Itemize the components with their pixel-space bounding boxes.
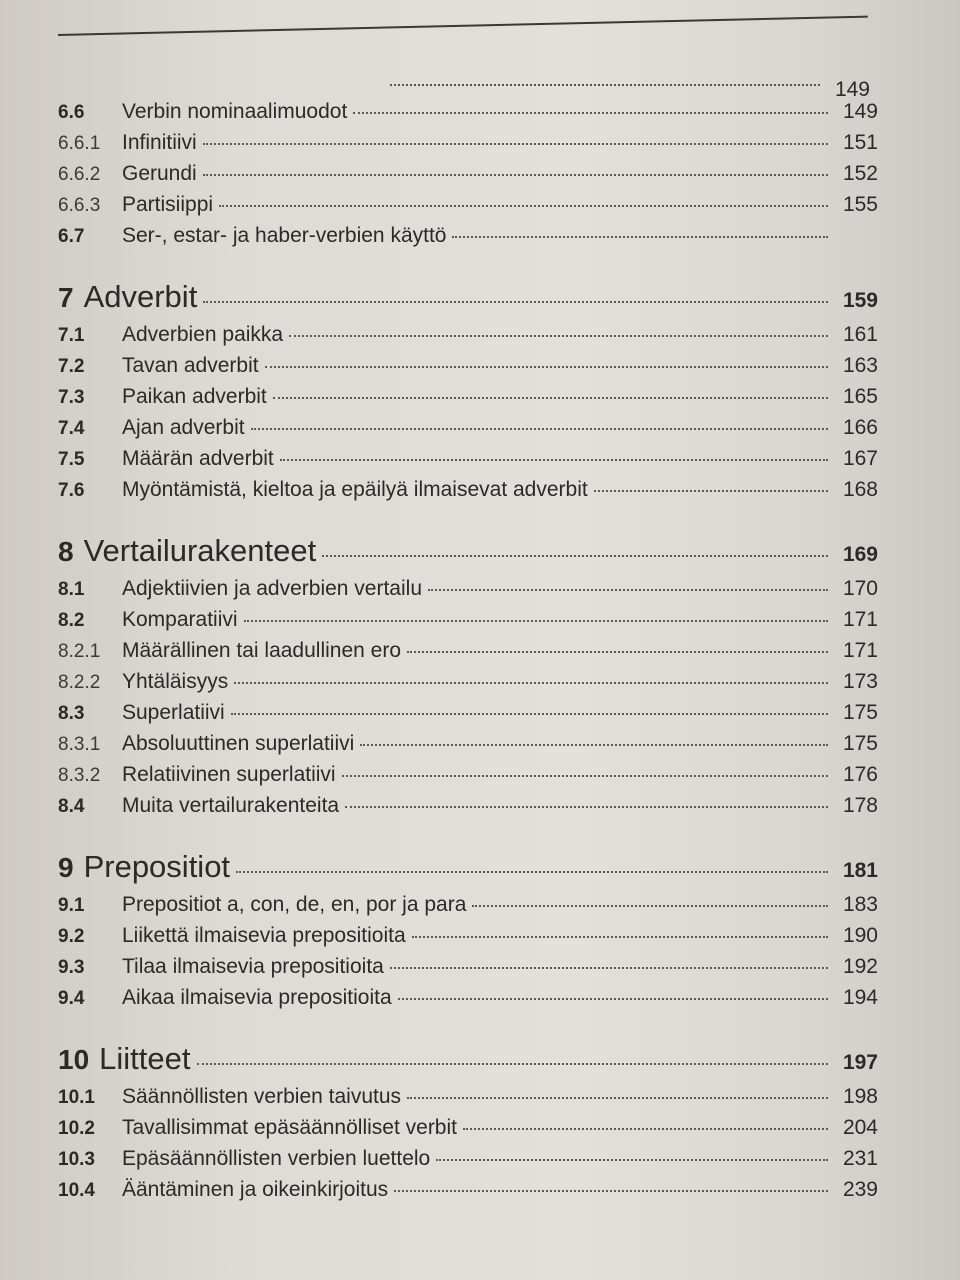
entry-number: 7.3 (58, 387, 85, 408)
entry-title: Yhtäläisyys (122, 670, 229, 693)
chapter-page: 181 (842, 859, 878, 882)
toc-entry (58, 955, 878, 986)
entry-number: 10.2 (58, 1118, 95, 1139)
toc-entry (58, 385, 878, 416)
leader-dots (398, 998, 828, 1000)
entry-number: 8.3 (58, 703, 85, 724)
toc-entry (58, 1116, 878, 1147)
entry-page: 178 (842, 794, 878, 817)
toc-entry (58, 608, 878, 639)
entry-title: Tavallisimmat epäsäännölliset verbit (122, 1116, 457, 1139)
entry-title: Absoluuttinen superlatiivi (122, 732, 355, 755)
toc-entry (58, 131, 878, 162)
entry-page: 149 (842, 100, 878, 123)
entry-number: 6.6.3 (58, 195, 101, 216)
entry-title: Paikan adverbit (122, 385, 267, 408)
leader-dots (289, 335, 828, 337)
entry-page: 167 (842, 447, 878, 470)
toc-entry (58, 100, 878, 131)
entry-page: 152 (842, 162, 878, 185)
header-rule (58, 16, 868, 36)
entry-number: 8.1 (58, 579, 85, 600)
leader-dots (390, 967, 828, 969)
chapter-number: 7 (58, 282, 74, 313)
entry-page: 161 (842, 323, 878, 346)
entry-number: 9.3 (58, 957, 85, 978)
table-of-contents (58, 100, 878, 1209)
entry-number: 8.2.1 (58, 641, 101, 662)
leader-dots (342, 775, 828, 777)
entry-page: 155 (842, 193, 878, 216)
entry-page: 166 (842, 416, 878, 439)
entry-title: Komparatiivi (122, 608, 238, 631)
leader-dots (394, 1190, 828, 1192)
entry-title: Ajan adverbit (122, 416, 245, 439)
leader-dots (203, 301, 828, 303)
leader-dots (353, 112, 828, 114)
toc-entry (58, 1178, 878, 1209)
entry-number: 8.2.2 (58, 672, 101, 693)
entry-page: 239 (842, 1178, 878, 1201)
chapter-number: 10 (58, 1044, 90, 1075)
leader-dots (244, 620, 828, 622)
leader-dots (265, 366, 828, 368)
entry-page: 168 (842, 478, 878, 501)
entry-title: Epäsäännöllisten verbien luettelo (122, 1147, 431, 1170)
toc-entry (58, 924, 878, 955)
leader-dots (428, 589, 828, 591)
entry-number: 6.6.2 (58, 164, 101, 185)
entry-number: 8.4 (58, 796, 85, 817)
entry-page: 175 (842, 701, 878, 724)
entry-page: 183 (842, 893, 878, 916)
leader-dots (452, 236, 828, 238)
orphan-page-number: 149 (834, 78, 870, 101)
entry-number: 7.4 (58, 418, 85, 439)
toc-entry (58, 478, 878, 509)
entry-number: 9.2 (58, 926, 85, 947)
toc-entry (58, 639, 878, 670)
leader-dots (594, 490, 828, 492)
leader-dots (236, 871, 828, 873)
toc-entry (58, 732, 878, 763)
leader-dots (407, 651, 828, 653)
leader-dots (407, 1097, 828, 1099)
entry-page: 171 (842, 639, 878, 662)
toc-entry (58, 224, 878, 255)
chapter-number: 8 (58, 536, 74, 567)
chapter-title: Prepositiot (83, 849, 231, 884)
entry-title: Liikettä ilmaisevia prepositioita (122, 924, 406, 947)
entry-page: 173 (842, 670, 878, 693)
entry-number: 10.3 (58, 1149, 95, 1170)
entry-title: Määrän adverbit (122, 447, 274, 470)
entry-title: Relatiivinen superlatiivi (122, 763, 336, 786)
entry-page: 198 (842, 1085, 878, 1108)
chapter-title: Vertailurakenteet (83, 533, 317, 568)
leader-dots (390, 84, 820, 86)
entry-number: 7.2 (58, 356, 85, 377)
entry-number: 6.7 (58, 226, 85, 247)
entry-page: 204 (842, 1116, 878, 1139)
entry-title: Muita vertailurakenteita (122, 794, 340, 817)
leader-dots (322, 555, 828, 557)
toc-entry (58, 794, 878, 825)
leader-dots (197, 1063, 829, 1065)
entry-number: 9.4 (58, 988, 85, 1009)
leader-dots (273, 397, 828, 399)
entry-page: 171 (842, 608, 878, 631)
entry-page: 165 (842, 385, 878, 408)
leader-dots (345, 806, 828, 808)
entry-title: Säännöllisten verbien taivutus (122, 1085, 402, 1108)
entry-page: 194 (842, 986, 878, 1009)
entry-title: Superlatiivi (122, 701, 225, 724)
entry-title: Aikaa ilmaisevia prepositioita (122, 986, 392, 1009)
toc-entry (58, 354, 878, 385)
entry-title: Adjektiivien ja adverbien vertailu (122, 577, 422, 600)
toc-entry (58, 893, 878, 924)
entry-number: 6.6.1 (58, 133, 101, 154)
entry-page: 176 (842, 763, 878, 786)
toc-entry (58, 577, 878, 608)
entry-title: Infinitiivi (122, 131, 197, 154)
leader-dots (436, 1159, 828, 1161)
entry-title: Myöntämistä, kieltoa ja epäilyä ilmaisevat adverbit (122, 478, 588, 501)
entry-number: 7.5 (58, 449, 85, 470)
entry-number: 7.1 (58, 325, 85, 346)
chapter-heading (58, 279, 878, 323)
leader-dots (251, 428, 828, 430)
entry-title: Määrällinen tai laadullinen ero (122, 639, 402, 662)
entry-title: Prepositiot a, con, de, en, por ja para (122, 893, 467, 916)
entry-title: Tavan adverbit (122, 354, 259, 377)
leader-dots (203, 174, 828, 176)
entry-title: Verbin nominaalimuodot (122, 100, 348, 123)
leader-dots (463, 1128, 828, 1130)
chapter-title: Adverbit (83, 279, 198, 314)
entry-title: Ääntäminen ja oikeinkirjoitus (122, 1178, 389, 1201)
toc-entry (58, 1085, 878, 1116)
toc-entry (58, 701, 878, 732)
chapter-heading (58, 533, 878, 577)
toc-entry (58, 447, 878, 478)
entry-number: 6.6 (58, 102, 85, 123)
entry-number: 7.6 (58, 480, 85, 501)
entry-number: 9.1 (58, 895, 85, 916)
entry-page: 231 (842, 1147, 878, 1170)
toc-entry (58, 162, 878, 193)
entry-number: 10.4 (58, 1180, 95, 1201)
entry-number: 8.3.1 (58, 734, 101, 755)
entry-page: 163 (842, 354, 878, 377)
entry-number: 8.3.2 (58, 765, 101, 786)
entry-page: 192 (842, 955, 878, 978)
chapter-number: 9 (58, 852, 74, 883)
chapter-heading (58, 849, 878, 893)
chapter-page: 169 (842, 543, 878, 566)
entry-page: 190 (842, 924, 878, 947)
entry-title: Ser-, estar- ja haber-verbien käyttö (122, 224, 447, 247)
leader-dots (231, 713, 828, 715)
toc-entry (58, 763, 878, 794)
toc-entry (58, 1147, 878, 1178)
entry-title: Tilaa ilmaisevia prepositioita (122, 955, 384, 978)
toc-entry (58, 986, 878, 1017)
chapter-page: 197 (842, 1051, 878, 1074)
leader-dots (360, 744, 828, 746)
chapter-heading (58, 1041, 878, 1085)
entry-page: 175 (842, 732, 878, 755)
leader-dots (203, 143, 828, 145)
entry-number: 10.1 (58, 1087, 95, 1108)
toc-entry (58, 670, 878, 701)
leader-dots (412, 936, 828, 938)
leader-dots (219, 205, 828, 207)
chapter-title: Liitteet (99, 1041, 191, 1076)
entry-title: Adverbien paikka (122, 323, 284, 346)
entry-title: Gerundi (122, 162, 197, 185)
entry-title: Partisiippi (122, 193, 214, 216)
leader-dots (472, 905, 828, 907)
toc-entry (58, 323, 878, 354)
entry-number: 8.2 (58, 610, 85, 631)
toc-entry (58, 416, 878, 447)
entry-page: 170 (842, 577, 878, 600)
toc-entry (58, 193, 878, 224)
leader-dots (280, 459, 828, 461)
entry-page: 151 (842, 131, 878, 154)
leader-dots (234, 682, 828, 684)
chapter-page: 159 (842, 289, 878, 312)
